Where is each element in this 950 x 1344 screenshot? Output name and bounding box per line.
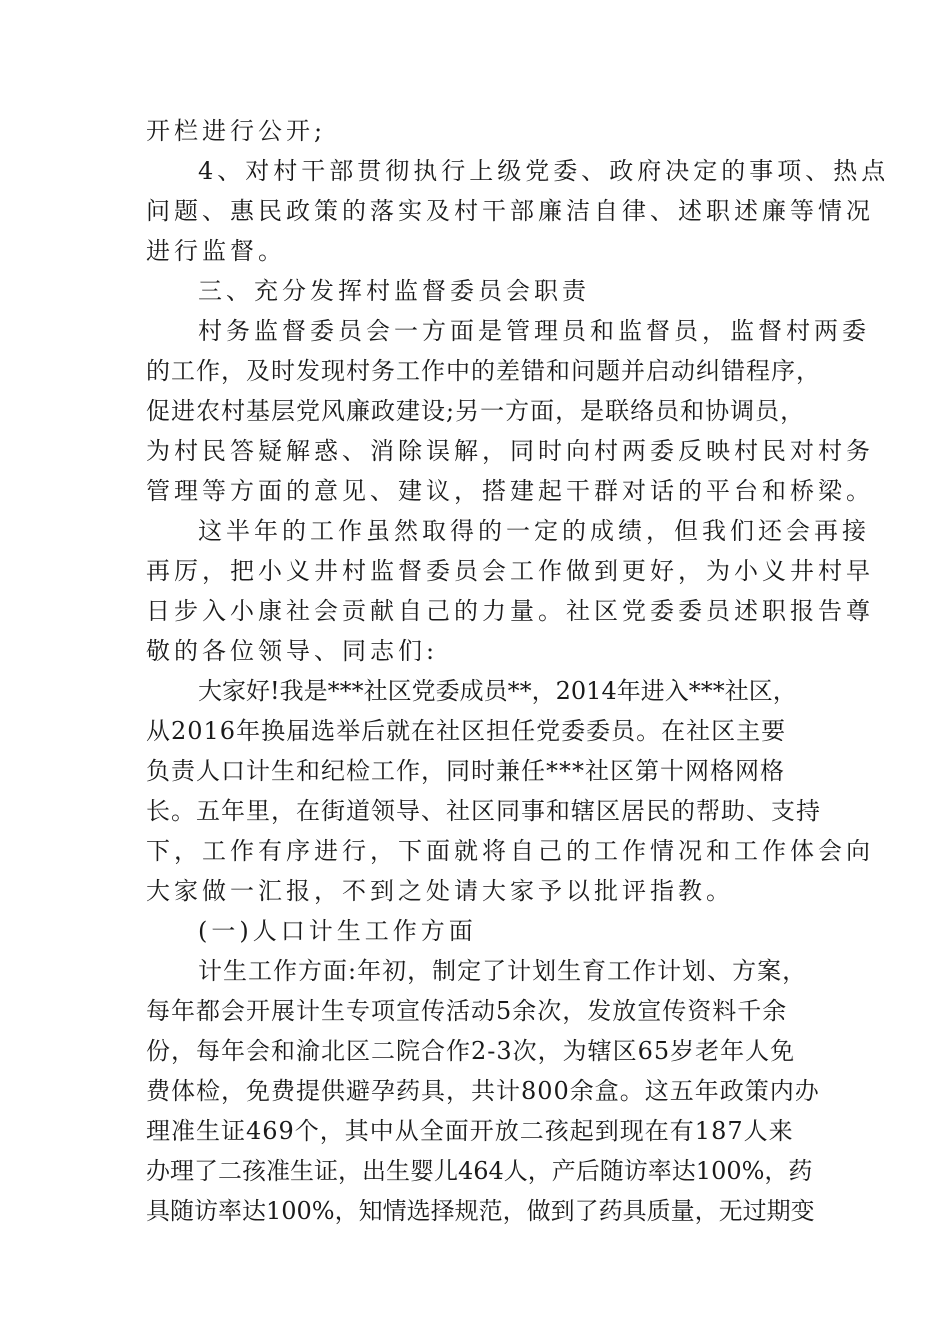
text-line: 理准生证469个，其中从全面开放二孩起到现在有187人来 <box>146 1117 794 1145</box>
text-line: 具随访率达100%，知情选择规范，做到了药具质量，无过期变 <box>146 1197 815 1225</box>
text-line: 从2016年换届选举后就在社区担任党委委员。在社区主要 <box>146 717 787 745</box>
text-line: 费体检，免费提供避孕药具，共计800余盒。这五年政策内办 <box>146 1077 820 1105</box>
section-heading: 三、充分发挥村监督委员会职责 <box>198 277 590 305</box>
text-line: 的工作，及时发现村务工作中的差错和问题并启动纠错程序， <box>146 357 821 385</box>
body-text <box>146 111 890 1231</box>
text-line: 开栏进行公开; <box>146 117 327 145</box>
text-line: 下，工作有序进行，下面就将自己的工作情况和工作体会向 <box>146 837 874 865</box>
text-line: 再厉，把小义井村监督委员会工作做到更好，为小义井村早 <box>146 557 874 585</box>
text-line: 促进农村基层党风廉政建设;另一方面，是联络员和协调员， <box>146 397 806 425</box>
text-line: 日步入小康社会贡献自己的力量。社区党委委员述职报告尊 <box>146 597 874 625</box>
text-line: 为村民答疑解惑、消除误解，同时向村两委反映村民对村务 <box>146 437 874 465</box>
text-line: 办理了二孩准生证，出生婴儿464人，产后随访率达100%，药 <box>146 1157 813 1185</box>
text-line: 管理等方面的意见、建议，搭建起干群对话的平台和桥梁。 <box>146 477 874 505</box>
text-line: 每年都会开展计生专项宣传活动5余次，发放宣传资料千余 <box>146 997 788 1025</box>
text-line: 大家做一汇报，不到之处请大家予以批评指教。 <box>146 877 734 905</box>
text-line: 村务监督委员会一方面是管理员和监督员，监督村两委 <box>198 317 870 345</box>
text-line: 进行监督。 <box>146 237 286 265</box>
text-line: 负责人口计生和纪检工作，同时兼任***社区第十网格网格 <box>146 757 785 785</box>
text-line: 大家好!我是***社区党委成员**，2014年进入***社区， <box>198 677 797 705</box>
text-line: 4、对村干部贯彻执行上级党委、政府决定的事项、热点 <box>198 157 890 185</box>
text-line: 这半年的工作虽然取得的一定的成绩，但我们还会再接 <box>198 517 870 545</box>
section-heading: (一)人口计生工作方面 <box>198 917 477 945</box>
text-line: 敬的各位领导、同志们: <box>146 637 439 665</box>
text-line: 问题、惠民政策的落实及村干部廉洁自律、述职述廉等情况 <box>146 197 874 225</box>
text-line: 份，每年会和渝北区二院合作2-3次，为辖区65岁老年人免 <box>146 1037 796 1065</box>
text-line: 长。五年里，在街道领导、社区同事和辖区居民的帮助、支持 <box>146 797 821 825</box>
text-line: 计生工作方面:年初，制定了计划生育工作计划、方案， <box>198 957 808 985</box>
